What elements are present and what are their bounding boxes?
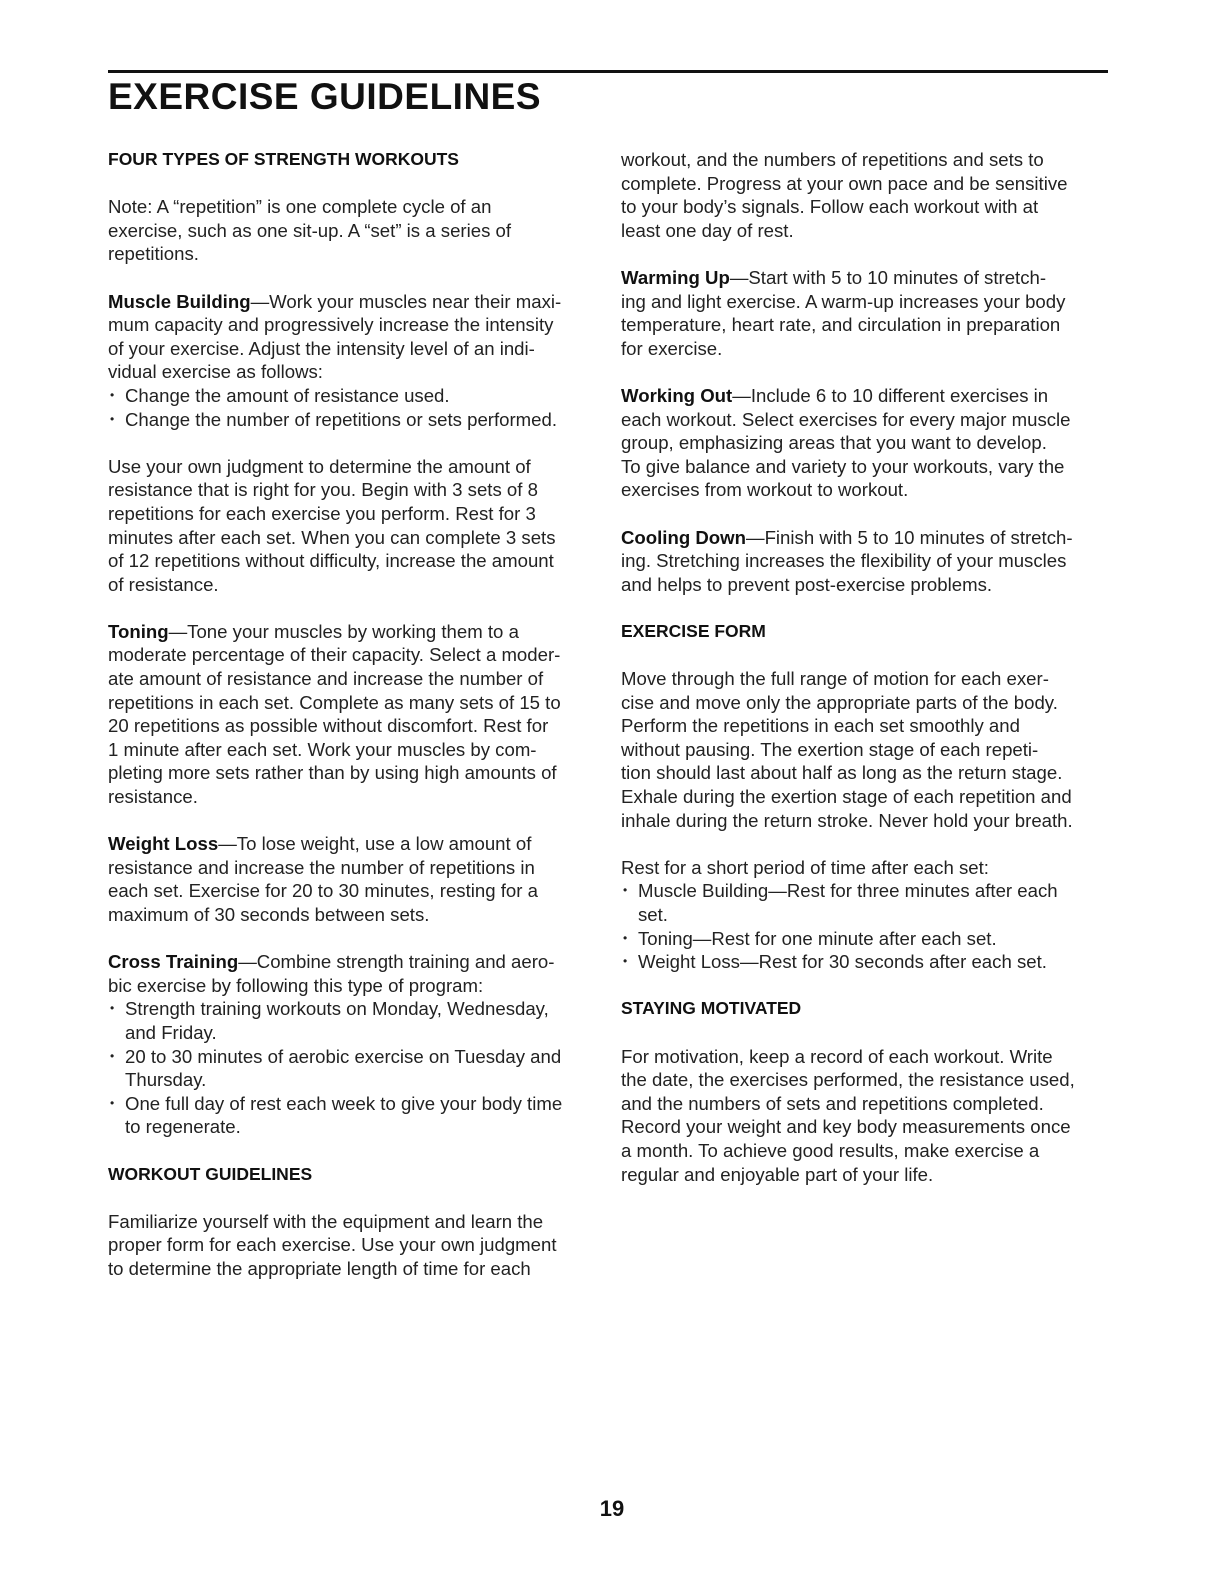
muscle-building-label: Muscle Building <box>108 290 251 312</box>
list-item: • Change the number of repetitions or sets performed. <box>108 408 608 432</box>
page-title: EXERCISE GUIDELINES <box>108 76 542 117</box>
cross-training-paragraph <box>108 950 608 997</box>
cooling-down-label: Cooling Down <box>621 526 746 548</box>
rest-intro: Rest for a short period of time after each set: <box>621 856 989 878</box>
muscle-building-paragraph <box>108 290 608 384</box>
heading-staying-motivated: STAYING MOTIVATED <box>621 998 802 1019</box>
workout-continued-paragraph: workout, and the numbers of repetitions and sets to complete. Progress at your own pace and be sensitive to your body’s signals. Follow each workout with at least one day of rest. <box>621 149 1068 241</box>
list-item: • Toning—Rest for one minute after each set. <box>621 927 1121 951</box>
cross-training-label: Cross Training <box>108 951 239 973</box>
list-item: • 20 to 30 minutes of aerobic exercise on Tuesday and Thursday. <box>108 1045 608 1092</box>
list-item: • Strength training workouts on Monday, Wednesday, and Friday. <box>108 997 608 1044</box>
cooling-down-text: —Finish with 5 to 10 minutes of stretch- ing. Stretching increases the flexibility of your muscles and helps to prevent post-exercise problems. <box>621 526 1073 595</box>
working-out-paragraph <box>621 384 1121 502</box>
judgment-paragraph: Use your own judgment to determine the amount of resistance that is right for you. Begin with 3 sets of 8 repetitions for each exercise you perform. Rest for 3 minutes after each set. When you can complete 3 sets of 12 repetitions without difficulty, increase the amount of resistance. <box>108 455 556 595</box>
motivated-paragraph: For motivation, keep a record of each workout. Write the date, the exercises performed, the resistance used, and the numbers of sets and repetitions completed. Record your weight and key body measurements once a month. To achieve good results, make exercise a regular and enjoyable part of your life. <box>621 1045 1075 1185</box>
heading-four-types: FOUR TYPES OF STRENGTH WORKOUTS <box>108 149 459 169</box>
toning-label: Toning <box>108 620 169 642</box>
heading-exercise-form: EXERCISE FORM <box>621 620 766 641</box>
weight-loss-label: Weight Loss <box>108 833 219 855</box>
working-out-text: —Include 6 to 10 different exercises in each workout. Select exercises for every major muscle group, emphasizing areas that you want to develop. To give balance and variety to your workouts, vary the exercises from workout to workout. <box>621 384 1071 501</box>
weight-loss-text: —To lose weight, use a low amount of resistance and increase the number of repetitions in each set. Exercise for 20 to 30 minutes, resting for a maximum of 30 seconds between sets. <box>108 833 538 925</box>
working-out-label: Working Out <box>621 384 733 406</box>
muscle-building-text: —Work your muscles near their maxi- mum capacity and progressively increase the intensity of your exercise. Adjust the intensity level of an indi- vidual exercise as follows: <box>108 290 562 383</box>
title-rule <box>108 70 1108 73</box>
warming-up-label: Warming Up <box>621 266 730 288</box>
form-paragraph: Move through the full range of motion for each exer- cise and move only the appropriate parts of the body. Perform the repetitions in each set smoothly and without pausing. The exertion stage of each repeti- tion should last about half as long as the return stage. Exhale during the exertion stage of each repetition and inhale during the return stroke. Never hold your breath. <box>621 668 1073 831</box>
weight-loss-paragraph <box>108 832 608 926</box>
warming-up-text: —Start with 5 to 10 minutes of stretch- ing and light exercise. A warm-up increases your body temperature, heart rate, and circulation in preparation for exercise. <box>621 266 1066 359</box>
warming-up-paragraph <box>621 266 1121 360</box>
list-item: • One full day of rest each week to give your body time to regenerate. <box>108 1092 608 1139</box>
toning-paragraph <box>108 620 608 809</box>
muscle-building-list <box>108 384 608 431</box>
list-item: • Muscle Building—Rest for three minutes after each set. <box>621 879 1121 926</box>
rest-list <box>621 879 1121 973</box>
left-column <box>108 148 608 1304</box>
toning-text: —Tone your muscles by working them to a moderate percentage of their capacity. Select a moder- ate amount of resistance and increase the number of repetitions in each set. Complete as many sets of 15 to 20 repetitions as possible without discomfort. Rest for 1 minute after each set. Work your muscles by com- pleting more sets rather than by using high amounts of resistance. <box>108 620 561 808</box>
workout-paragraph: Familiarize yourself with the equipment and learn the proper form for each exercise. Use your own judgment to determine the appropriate length of time for each <box>108 1210 557 1279</box>
list-item: • Change the amount of resistance used. <box>108 384 608 408</box>
right-column <box>621 148 1121 1210</box>
cross-training-text: —Combine strength training and aero- bic exercise by following this type of program: <box>108 951 555 996</box>
list-item: • Weight Loss—Rest for 30 seconds after each set. <box>621 950 1121 974</box>
page-number: 19 <box>599 1496 625 1521</box>
cross-training-list <box>108 997 608 1139</box>
cooling-down-paragraph <box>621 526 1121 597</box>
note-paragraph: Note: A “repetition” is one complete cycle of an exercise, such as one sit-up. A “set” is a series of repetitions. <box>108 196 512 265</box>
heading-workout-guidelines: WORKOUT GUIDELINES <box>108 1163 313 1184</box>
